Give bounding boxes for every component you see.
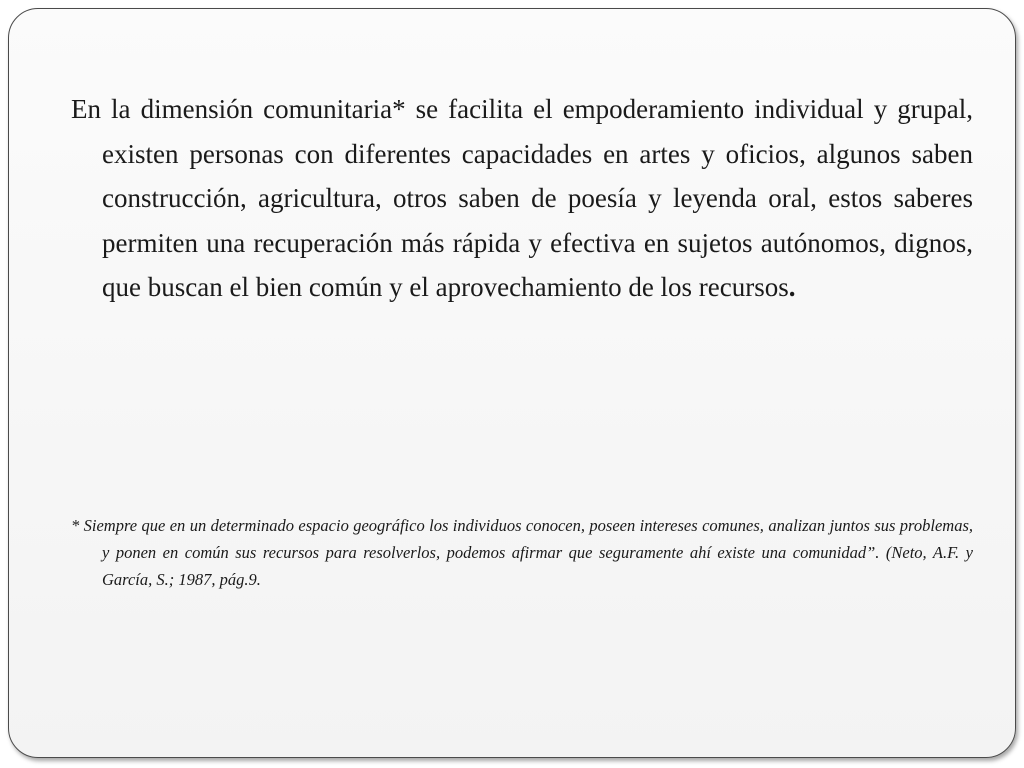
slide-body-paragraph — [71, 87, 973, 310]
slide-body-end-mark: . — [788, 272, 796, 302]
slide-frame — [8, 8, 1016, 758]
slide-footnote: * Siempre que en un determinado espacio geográfico los individuos conocen, poseen intereses comunes, analizan juntos sus problemas, y ponen en común sus recursos para resolverlos, podemos afirmar que seguramente ahí existe una comunidad”. (Neto, A.F. y García, S.; 1987, pág.9. — [71, 516, 973, 589]
slide-body-text: En la dimensión comunitaria* se facilita el empoderamiento individual y grupal, existen personas con diferentes capacidades en artes y oficios, algunos saben construcción, agricultura, otros saben de poesía y leyenda oral, estos saberes permiten una recuperación más rápida y efectiva en sujetos autónomos, dignos, que buscan el bien común y el aprovechamiento de los recursos — [71, 94, 973, 302]
